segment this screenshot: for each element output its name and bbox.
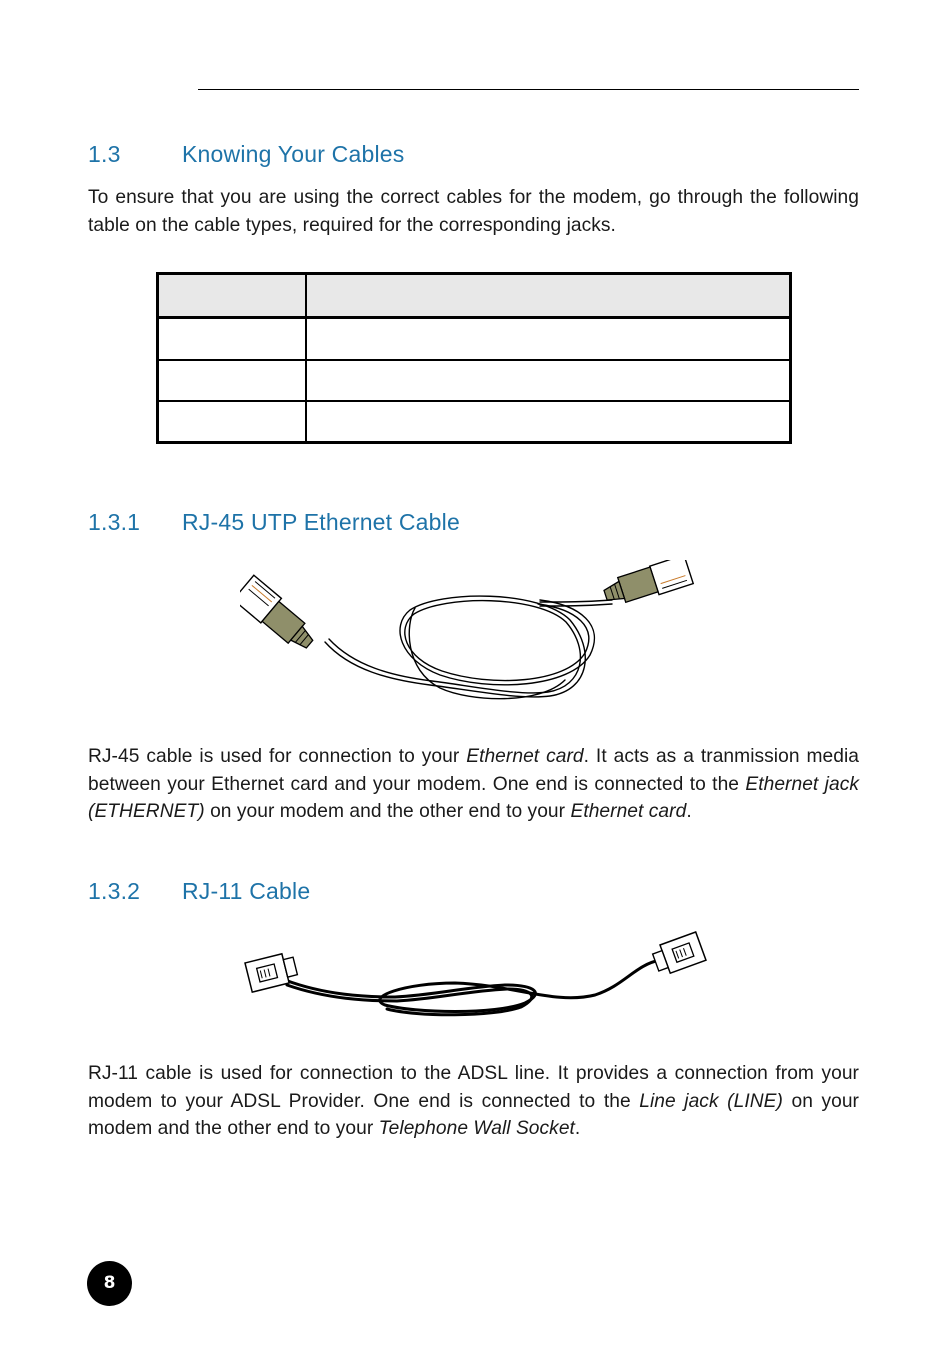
intro-paragraph: To ensure that you are using the correct cables for the modem, go through the following table on the cable types, required for the corresponding jacks. (88, 187, 859, 236)
section-heading-1-3 (88, 141, 404, 168)
rj45-emphasis: Ethernet jack (ETHERNET) (88, 773, 859, 823)
section-number: 1.3.1 (88, 509, 141, 535)
section-number: 1.3.2 (88, 878, 141, 904)
table-cell (158, 401, 307, 443)
table-row (158, 401, 791, 443)
rj11-emphasis: Line jack (LINE) (639, 1090, 783, 1112)
section-title: RJ-11 Cable (182, 878, 311, 904)
rj45-description (88, 743, 859, 826)
table-cell (158, 318, 307, 360)
table-row (158, 318, 791, 360)
rj45-emphasis: Ethernet card (570, 801, 687, 823)
rj45-emphasis: Ethernet card (466, 746, 584, 767)
section-heading-1-3-2 (88, 878, 310, 905)
table-cell (158, 360, 307, 401)
section-heading-1-3-1 (88, 509, 460, 536)
header-rule (198, 89, 859, 90)
section-title: RJ-45 UTP Ethernet Cable (182, 509, 460, 535)
rj45-text: . (686, 801, 692, 823)
rj45-text: . It acts as a tranmission media between your Ethernet card and your modem. One end is connected to the (88, 746, 859, 795)
rj11-description (88, 1060, 859, 1143)
table-cell (306, 401, 791, 443)
table-header-row (158, 274, 791, 318)
page-number-badge: 8 (87, 1261, 132, 1306)
table-cell (306, 318, 791, 360)
table-row (158, 360, 791, 401)
cable-table (156, 272, 792, 444)
table-header-cell (306, 274, 791, 318)
rj45-text: on your modem and the other end to your (204, 801, 571, 823)
rj11-cable-illustration (235, 925, 715, 1025)
section-title: Knowing Your Cables (182, 141, 405, 167)
table-cell (306, 360, 791, 401)
rj11-text: . (574, 1118, 581, 1140)
rj11-text: on your modem and the other end to your (88, 1090, 860, 1140)
rj45-text: RJ-45 cable is used for connection to your (88, 746, 467, 767)
rj45-cable-illustration (240, 560, 710, 720)
section-number: 1.3 (88, 141, 121, 167)
rj11-text: RJ-11 cable is used for connection to the ADSL line. It provides a connection from your modem to your ADSL Provider. One end is connected to the (88, 1063, 859, 1112)
rj11-emphasis: Telephone Wall Socket (378, 1118, 575, 1140)
table-header-cell (158, 274, 307, 318)
